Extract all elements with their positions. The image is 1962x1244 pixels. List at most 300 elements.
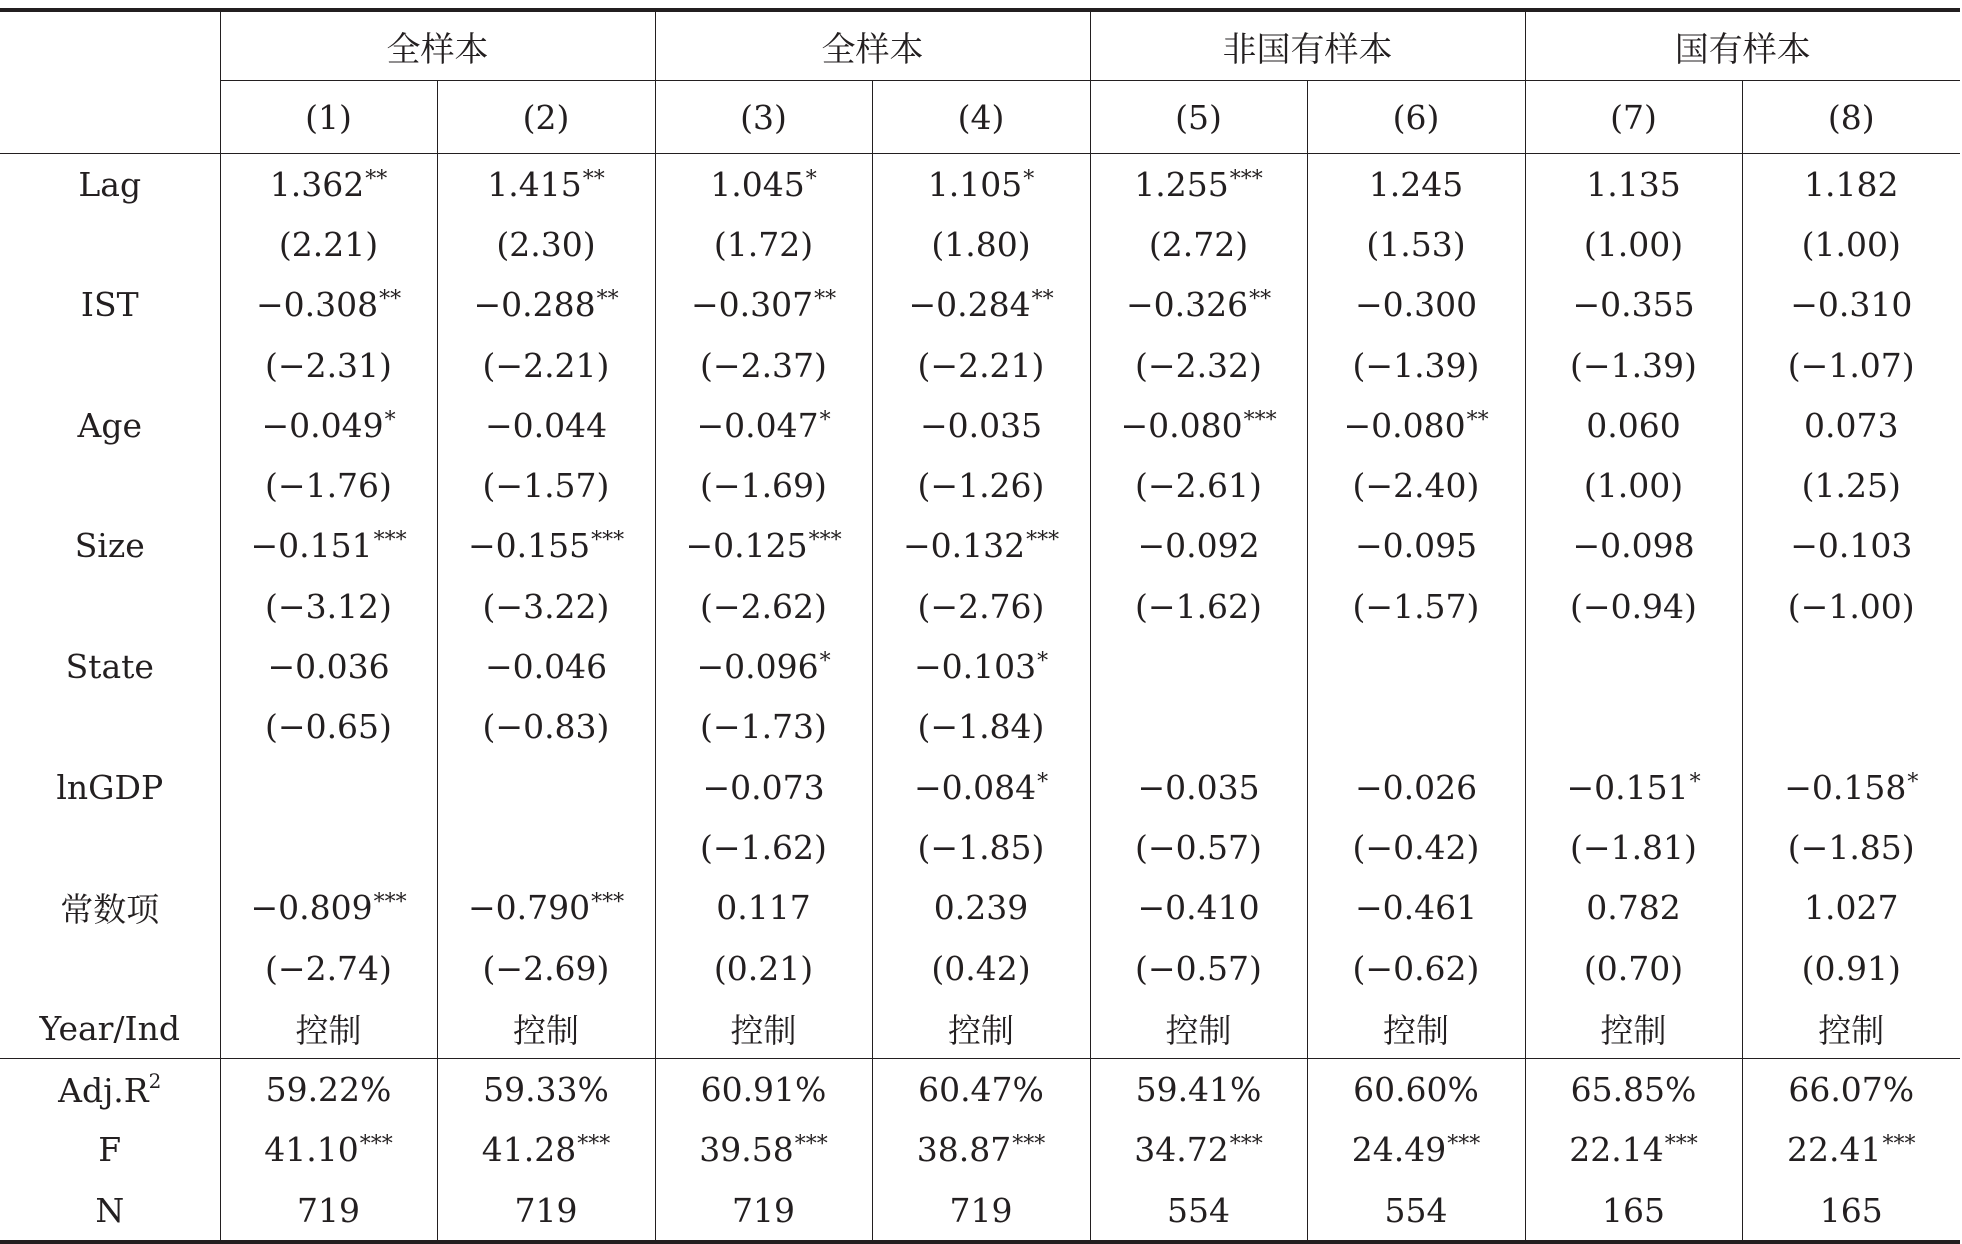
row-label — [0, 335, 220, 395]
table-row — [0, 1059, 1960, 1120]
table-row — [0, 1120, 1960, 1180]
table-cell — [1742, 154, 1960, 215]
row-label — [0, 1180, 220, 1242]
significance-stars: ** — [596, 287, 619, 313]
table-cell — [872, 697, 1090, 757]
cell-value: 0.239 — [933, 888, 1029, 928]
table-cell — [872, 214, 1090, 274]
column-number: (2) — [437, 81, 655, 154]
table-row — [0, 214, 1960, 274]
cell-value: −0.288 — [473, 285, 596, 325]
cell-value: (−2.61) — [1135, 466, 1262, 506]
cell-value: 1.045 — [710, 164, 805, 204]
row-label — [0, 395, 220, 455]
cell-value: (−2.40) — [1352, 466, 1480, 506]
significance-stars: * — [1037, 769, 1049, 795]
cell-value: 1.105 — [927, 164, 1023, 204]
table-cell — [655, 154, 872, 215]
table-cell — [1525, 395, 1742, 455]
cell-value: (−1.85) — [1787, 827, 1915, 867]
significance-stars: *** — [1243, 407, 1277, 433]
table-cell — [1307, 1180, 1525, 1242]
cell-value: (−2.31) — [265, 345, 392, 385]
table-cell — [1307, 636, 1525, 696]
significance-stars: *** — [1229, 1132, 1263, 1158]
table-cell — [1525, 455, 1742, 515]
significance-stars: * — [1037, 649, 1049, 675]
row-label — [0, 878, 220, 938]
table-cell — [1090, 395, 1307, 455]
table-cell — [437, 1180, 655, 1242]
table-cell — [1742, 998, 1960, 1059]
cell-value: (1.00) — [1583, 466, 1684, 506]
table-cell — [1742, 516, 1960, 576]
table-cell — [1090, 938, 1307, 998]
table-cell — [1307, 757, 1525, 817]
cell-value: 554 — [1167, 1190, 1230, 1230]
significance-stars: * — [1689, 769, 1701, 795]
cell-value: 控制 — [730, 1010, 797, 1050]
cell-value: (−0.65) — [265, 707, 392, 747]
table-row — [0, 878, 1960, 938]
cell-value: −0.151 — [250, 526, 373, 566]
table-cell — [1090, 757, 1307, 817]
row-label — [0, 1059, 220, 1120]
table-cell — [655, 878, 872, 938]
cell-value: (0.42) — [931, 948, 1031, 988]
cell-value: −0.790 — [467, 888, 591, 928]
cell-value: (−1.73) — [700, 707, 827, 747]
cell-value: 1.245 — [1368, 164, 1464, 204]
significance-stars: *** — [1026, 528, 1060, 554]
table-row — [0, 395, 1960, 455]
row-label — [0, 275, 220, 335]
cell-value: 41.28 — [481, 1130, 577, 1170]
significance-stars: *** — [1012, 1132, 1046, 1158]
significance-stars: *** — [794, 1132, 828, 1158]
cell-value: −0.461 — [1354, 888, 1478, 928]
table-row — [0, 757, 1960, 817]
table-cell — [437, 817, 655, 877]
cell-value: 39.58 — [699, 1130, 794, 1170]
cell-value: 719 — [949, 1190, 1013, 1230]
row-label-text: Lag — [78, 164, 142, 204]
significance-stars: ** — [814, 287, 837, 313]
significance-stars: *** — [1447, 1132, 1481, 1158]
column-number: (4) — [872, 81, 1090, 154]
column-number: (3) — [655, 81, 872, 154]
cell-value: 控制 — [513, 1010, 579, 1050]
table-cell — [220, 1059, 437, 1120]
table-cell — [220, 395, 437, 455]
table-cell — [655, 697, 872, 757]
table-cell — [1307, 275, 1525, 335]
table-cell — [1307, 1120, 1525, 1180]
cell-value: (−1.00) — [1787, 586, 1915, 626]
table-row — [0, 335, 1960, 395]
cell-value: 38.87 — [916, 1130, 1012, 1170]
table-cell — [655, 516, 872, 576]
table-cell — [1090, 154, 1307, 215]
table-cell — [872, 576, 1090, 636]
column-number: (5) — [1090, 81, 1307, 154]
cell-value: −0.308 — [255, 285, 379, 325]
cell-value: (1.00) — [1583, 224, 1684, 264]
table-cell — [1525, 275, 1742, 335]
table-row — [0, 455, 1960, 515]
regression-table — [0, 8, 1960, 1244]
table-cell — [872, 154, 1090, 215]
cell-value: (−2.32) — [1135, 345, 1262, 385]
cell-value: −0.035 — [919, 405, 1043, 445]
significance-stars: ** — [365, 166, 388, 192]
table-cell — [437, 757, 655, 817]
cell-value: −0.284 — [908, 285, 1031, 325]
cell-value: (−1.07) — [1787, 345, 1915, 385]
table-cell — [655, 455, 872, 515]
significance-stars: ** — [1031, 287, 1054, 313]
table-cell — [220, 757, 437, 817]
significance-stars: * — [384, 407, 396, 433]
table-row — [0, 938, 1960, 998]
cell-value: (−1.39) — [1570, 345, 1697, 385]
table-cell — [1742, 636, 1960, 696]
table-cell — [1525, 516, 1742, 576]
table-cell — [872, 1120, 1090, 1180]
table-row — [0, 154, 1960, 215]
table-cell — [220, 1120, 437, 1180]
cell-value: (1.80) — [931, 224, 1031, 264]
table-cell — [1525, 154, 1742, 215]
cell-value: 0.782 — [1586, 888, 1681, 928]
cell-value: −0.410 — [1137, 888, 1260, 928]
cell-value: 控制 — [1383, 1010, 1449, 1050]
table-cell — [220, 697, 437, 757]
column-number: (8) — [1742, 81, 1960, 154]
table-cell — [872, 817, 1090, 877]
cell-value: (−1.84) — [917, 707, 1045, 747]
table-cell — [872, 275, 1090, 335]
row-label — [0, 998, 220, 1059]
cell-value: (0.91) — [1801, 948, 1901, 988]
cell-value: −0.047 — [696, 405, 819, 445]
cell-value: 60.91% — [700, 1070, 827, 1110]
table-cell — [1742, 214, 1960, 274]
cell-value: (−1.57) — [482, 466, 610, 506]
cell-value: (−2.21) — [917, 345, 1045, 385]
cell-value: (−1.26) — [917, 466, 1045, 506]
cell-value: 719 — [297, 1190, 360, 1230]
table-cell — [1307, 697, 1525, 757]
cell-value: (−0.83) — [482, 707, 610, 747]
table-cell — [220, 878, 437, 938]
table-cell — [1525, 878, 1742, 938]
significance-stars: *** — [1229, 166, 1263, 192]
table-cell — [872, 1180, 1090, 1242]
row-label-text: Year/Ind — [39, 1008, 180, 1048]
table-cell — [1525, 636, 1742, 696]
cell-value: (−0.57) — [1135, 827, 1262, 867]
table-cell — [437, 998, 655, 1059]
cell-value: −0.151 — [1566, 767, 1689, 807]
table-cell — [655, 576, 872, 636]
cell-value: (−1.69) — [700, 466, 827, 506]
table-cell — [1742, 455, 1960, 515]
cell-value: (−3.12) — [265, 586, 392, 626]
table-cell — [1090, 455, 1307, 515]
cell-value: 1.027 — [1804, 888, 1899, 928]
row-label-text: 常数项 — [60, 890, 160, 930]
cell-value: −0.132 — [902, 526, 1026, 566]
table-cell — [1525, 335, 1742, 395]
table-row — [0, 697, 1960, 757]
table-row — [0, 998, 1960, 1059]
row-label-text: lnGDP — [56, 767, 164, 807]
table-cell — [872, 1059, 1090, 1120]
cell-value: (1.53) — [1366, 224, 1466, 264]
table-cell — [1090, 636, 1307, 696]
table-cell — [220, 938, 437, 998]
significance-stars: * — [1023, 166, 1035, 192]
table-cell — [655, 757, 872, 817]
table-cell — [1742, 1059, 1960, 1120]
cell-value: (2.21) — [278, 224, 379, 264]
row-label-text: State — [65, 647, 154, 687]
row-label-text: Size — [74, 526, 145, 566]
cell-value: 165 — [1819, 1190, 1883, 1230]
cell-value: −0.310 — [1790, 285, 1913, 325]
significance-stars: ** — [582, 166, 605, 192]
cell-value: −0.096 — [696, 647, 819, 687]
table-cell — [1090, 697, 1307, 757]
cell-value: (−1.62) — [700, 827, 827, 867]
column-number: (1) — [220, 81, 437, 154]
cell-value: (−2.21) — [482, 345, 610, 385]
table-cell — [1090, 998, 1307, 1059]
cell-value: 66.07% — [1788, 1070, 1915, 1110]
group-header: 国有样本 — [1525, 10, 1960, 81]
cell-value: 60.60% — [1353, 1070, 1479, 1110]
cell-value: (−2.37) — [700, 345, 827, 385]
table-cell — [872, 998, 1090, 1059]
table-cell — [437, 878, 655, 938]
cell-value: (1.72) — [713, 224, 814, 264]
cell-value: (−0.57) — [1135, 948, 1262, 988]
table-cell — [1742, 1120, 1960, 1180]
cell-value: 65.85% — [1570, 1070, 1697, 1110]
table-cell — [1525, 1059, 1742, 1120]
table-cell — [220, 817, 437, 877]
cell-value: −0.073 — [702, 767, 825, 807]
cell-value: (−1.76) — [265, 466, 392, 506]
table-cell — [1090, 516, 1307, 576]
row-label — [0, 576, 220, 636]
table-cell — [220, 998, 437, 1059]
cell-value: 0.117 — [716, 888, 811, 928]
cell-value: 0.073 — [1804, 405, 1899, 445]
table-cell — [1307, 817, 1525, 877]
table-row — [0, 636, 1960, 696]
table-cell — [1525, 697, 1742, 757]
table-cell — [1742, 757, 1960, 817]
row-label — [0, 516, 220, 576]
row-label-text: F — [98, 1130, 122, 1170]
group-header: 全样本 — [220, 10, 655, 81]
cell-value: 59.41% — [1135, 1070, 1262, 1110]
cell-value: (−1.62) — [1135, 586, 1262, 626]
significance-stars: ** — [1249, 287, 1272, 313]
table-cell — [655, 1180, 872, 1242]
cell-value: (−3.22) — [482, 586, 610, 626]
cell-value: 控制 — [1165, 1010, 1232, 1050]
table-cell — [220, 154, 437, 215]
significance-stars: * — [819, 407, 831, 433]
table-cell — [1307, 154, 1525, 215]
cell-value: 1.415 — [487, 164, 582, 204]
table-cell — [1525, 214, 1742, 274]
table-cell — [437, 1059, 655, 1120]
table-cell — [872, 878, 1090, 938]
table-cell — [655, 636, 872, 696]
table-cell — [655, 1120, 872, 1180]
table-cell — [1525, 938, 1742, 998]
cell-value: −0.044 — [484, 405, 608, 445]
table-cell — [220, 576, 437, 636]
table-cell — [872, 757, 1090, 817]
cell-value: −0.080 — [1120, 405, 1243, 445]
significance-stars: * — [1907, 769, 1919, 795]
table-cell — [655, 938, 872, 998]
table-cell — [437, 697, 655, 757]
cell-value: (2.72) — [1148, 224, 1249, 264]
table-cell — [437, 154, 655, 215]
row-label-superscript: 2 — [148, 1069, 162, 1094]
table-cell — [1307, 516, 1525, 576]
table-cell — [437, 275, 655, 335]
cell-value: (−2.62) — [700, 586, 827, 626]
cell-value: −0.355 — [1572, 285, 1695, 325]
cell-value: (−2.74) — [265, 948, 392, 988]
table-cell — [872, 455, 1090, 515]
table-cell — [1525, 576, 1742, 636]
cell-value: 1.255 — [1134, 164, 1229, 204]
cell-value: 59.33% — [483, 1070, 609, 1110]
cell-value: 22.41 — [1787, 1130, 1882, 1170]
table-cell — [1307, 998, 1525, 1059]
table-cell — [872, 395, 1090, 455]
table-cell — [655, 817, 872, 877]
table-cell — [655, 214, 872, 274]
table-cell — [1525, 757, 1742, 817]
cell-value: (1.25) — [1801, 466, 1901, 506]
table-cell — [437, 1120, 655, 1180]
table-cell — [1307, 395, 1525, 455]
table-cell — [1090, 214, 1307, 274]
table-cell — [1307, 938, 1525, 998]
table-cell — [1090, 275, 1307, 335]
column-number: (7) — [1525, 81, 1742, 154]
row-label — [0, 636, 220, 696]
cell-value: (−0.94) — [1570, 586, 1697, 626]
table-cell — [1525, 998, 1742, 1059]
table-cell — [1742, 878, 1960, 938]
cell-value: −0.809 — [250, 888, 373, 928]
cell-value: 24.49 — [1351, 1130, 1447, 1170]
cell-value: −0.307 — [690, 285, 814, 325]
table-cell — [655, 998, 872, 1059]
significance-stars: *** — [1664, 1132, 1698, 1158]
table-cell — [1307, 878, 1525, 938]
table-cell — [437, 516, 655, 576]
significance-stars: ** — [379, 287, 402, 313]
cell-value: 719 — [732, 1190, 795, 1230]
table-row — [0, 516, 1960, 576]
significance-stars: ** — [1466, 407, 1489, 433]
stub-corner — [0, 10, 220, 154]
cell-value: −0.300 — [1354, 285, 1478, 325]
cell-value: (−1.81) — [1570, 827, 1697, 867]
significance-stars: *** — [577, 1132, 611, 1158]
table-body — [0, 154, 1960, 1243]
cell-value: (0.21) — [713, 948, 814, 988]
table-cell — [1307, 335, 1525, 395]
row-label-text: N — [95, 1190, 125, 1230]
cell-value: 控制 — [1818, 1010, 1885, 1050]
table-cell — [872, 516, 1090, 576]
row-label — [0, 817, 220, 877]
table-row — [0, 275, 1960, 335]
table-cell — [872, 636, 1090, 696]
table-cell — [437, 938, 655, 998]
table-cell — [1742, 938, 1960, 998]
cell-value: −0.026 — [1354, 767, 1478, 807]
cell-value: −0.080 — [1343, 405, 1466, 445]
table-cell — [1307, 576, 1525, 636]
table-cell — [437, 395, 655, 455]
significance-stars: *** — [591, 528, 625, 554]
significance-stars: *** — [1882, 1132, 1916, 1158]
cell-value: 59.22% — [265, 1070, 392, 1110]
row-label — [0, 455, 220, 515]
row-label — [0, 938, 220, 998]
table-cell — [1525, 817, 1742, 877]
table-cell — [1742, 1180, 1960, 1242]
significance-stars: *** — [373, 528, 407, 554]
table-cell — [1742, 275, 1960, 335]
table-cell — [1525, 1120, 1742, 1180]
table-cell — [437, 455, 655, 515]
cell-value: (1.00) — [1801, 224, 1901, 264]
significance-stars: *** — [373, 890, 407, 916]
significance-stars: *** — [808, 528, 842, 554]
cell-value: (0.70) — [1583, 948, 1684, 988]
cell-value: −0.092 — [1137, 526, 1260, 566]
cell-value: −0.098 — [1572, 526, 1695, 566]
cell-value: (−0.42) — [1352, 827, 1480, 867]
significance-stars: *** — [359, 1132, 393, 1158]
cell-value: (−1.57) — [1352, 586, 1480, 626]
table-row — [0, 817, 1960, 877]
table-cell — [437, 214, 655, 274]
cell-value: 719 — [514, 1190, 578, 1230]
table-cell — [220, 516, 437, 576]
cell-value: −0.155 — [467, 526, 591, 566]
table-cell — [1742, 817, 1960, 877]
row-label-text: Adj.R — [58, 1071, 149, 1111]
table-cell — [1742, 697, 1960, 757]
table-cell — [1090, 1059, 1307, 1120]
table-cell — [437, 636, 655, 696]
